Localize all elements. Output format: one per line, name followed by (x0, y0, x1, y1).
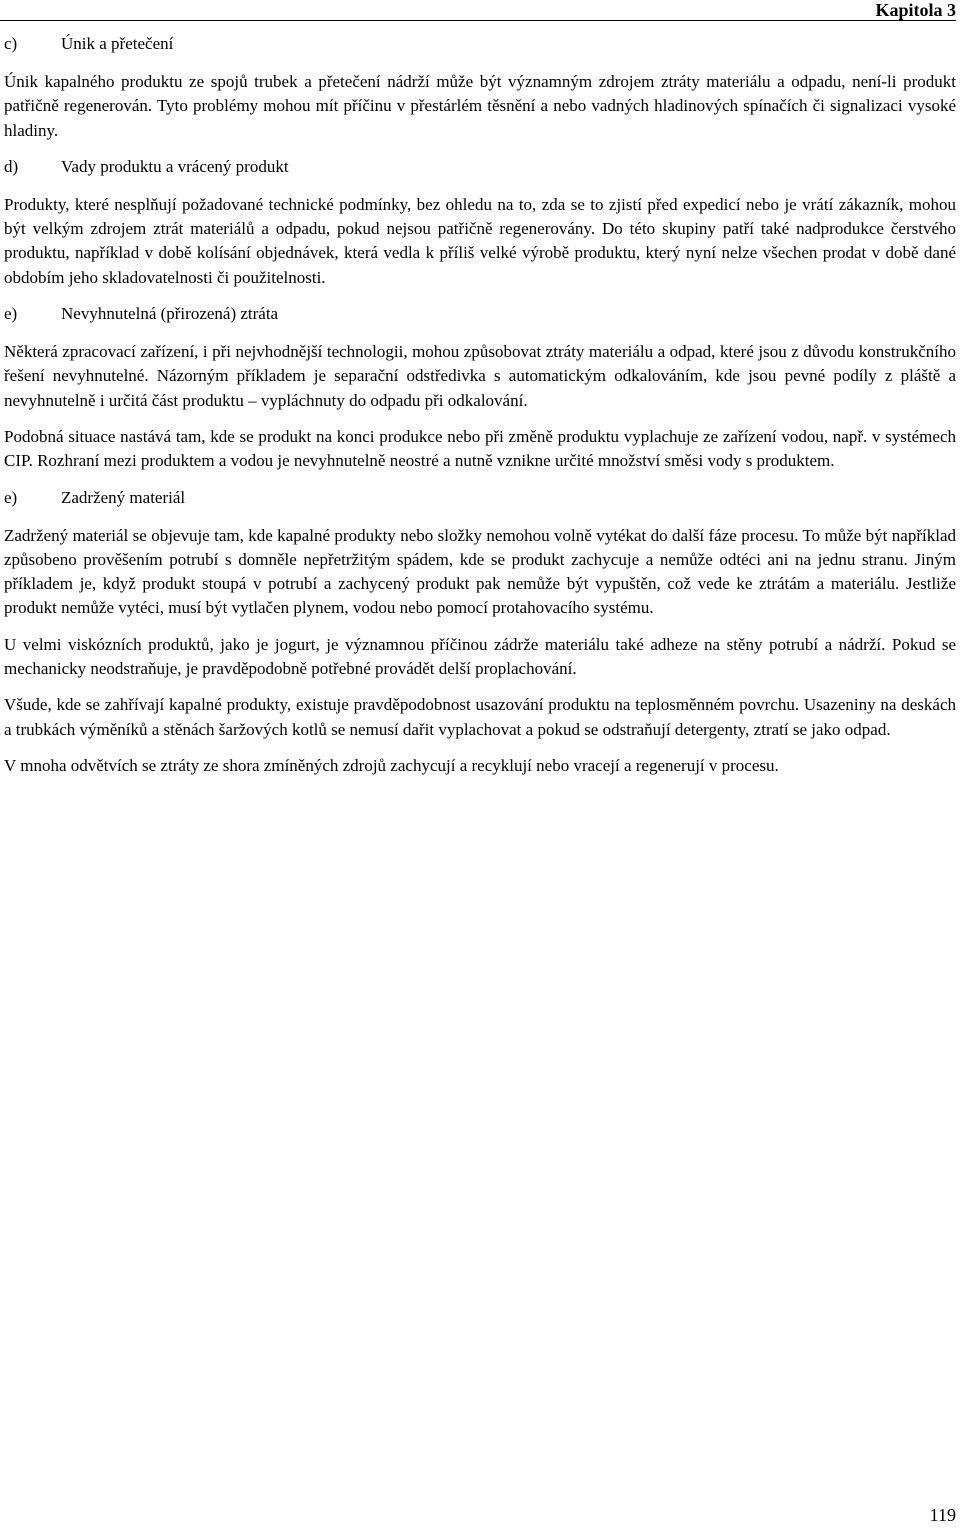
section-e-unavoidable-loss (4, 302, 956, 473)
page-number: 119 (929, 1505, 956, 1525)
section-heading (4, 486, 956, 510)
document-body (4, 32, 956, 790)
section-label: d) (4, 156, 19, 176)
section-d (4, 155, 956, 290)
section-e-retained-material (4, 486, 956, 779)
paragraph: Produkty, které nesplňují požadované technické podmínky, bez ohledu na to, zda se to zjistí před expedicí nebo je vrátí zákazník, mohou být velkým zdrojem ztrát materiálů a odpadu, pokud nejsou patřičně regenerovány. Do této skupiny patří také nadprodukce čerstvého produktu, například v době kolísání objednávek, která vedla k příliš velké výrobě produktu, který nyní nelze všechen prodat v době dané obdobím jeho skladovatelnosti či použitelnosti. (4, 194, 956, 287)
section-label: c) (4, 34, 18, 53)
section-title: Vady produktu a vrácený produkt (61, 156, 289, 176)
paragraph: Únik kapalného produktu ze spojů trubek a přetečení nádrží může být významným zdrojem ztráty materiálu a odpadu, není-li produkt patřičně regenerován. Tyto problémy mohou mít příčinu v přestárlém těsnění a nebo vadných hladinových spínačích či signalizaci vysoké hladiny. (4, 72, 956, 140)
paragraph: Všude, kde se zahřívají kapalné produkty, existuje pravděpodobnost usazování produktu na teplosměnném povrchu. Usazeniny na deskách a trubkách výměníků a stěnách šaržových kotlů se nemusí dařit vyplachovat a pokud se odstraňují detergenty, ztratí se jako odpad. (4, 695, 956, 739)
section-label: e) (4, 487, 18, 507)
section-heading (4, 155, 956, 179)
paragraph: U velmi viskózních produktů, jako je jogurt, je významnou příčinou zádrže materiálu také adheze na stěny potrubí a nádrží. Pokud se mechanicky neodstraňuje, je pravděpodobně potřebné provádět delší proplachování. (4, 634, 956, 679)
paragraph: Zadržený materiál se objevuje tam, kde kapalné produkty nebo složky nemohou volně vytékat do další fáze procesu. To může být například způsobeno prověšením potrubí s domněle nepřetržitým spádem, kde se produkt zachycuje a nemůže odtéci ani na jednu stranu. Jiným příkladem je, když produkt stoupá v potrubí a zachycený produkt pak nemůže být vypuštěn, což vede ke ztrátám a materiálu. Jestliže produkt nemůže vytéci, musí být vytlačen plynem, vodou nebo pomocí protahovacího systému. (4, 525, 956, 618)
section-label: e) (4, 304, 18, 324)
section-heading (4, 32, 956, 56)
section-title: Únik a přetečení (61, 34, 174, 53)
paragraph: Některá zpracovací zařízení, i při nejvhodnější technologii, mohou způsobovat ztráty materiálu a odpad, které jsou z důvodu konstrukčního řešení nevyhnutelné. Názorným příkladem je separační odstředivka s automatickým odkalováním, kde jsou pevné podíly z pláště a nevyhnutelně i určitá část produktu – vypláchnuty do odpadu při odkalování. (4, 342, 956, 410)
section-title: Nevyhnutelná (přirozená) ztráta (61, 304, 279, 324)
chapter-header: Kapitola 3 (875, 0, 956, 20)
section-title: Zadržený materiál (61, 487, 186, 507)
section-heading (4, 302, 956, 326)
paragraph: Podobná situace nastává tam, kde se produkt na konci produkce nebo při změně produktu vyplachuje ze zařízení vodou, např. v systémech CIP. Rozhraní mezi produktem a vodou je nevyhnutelně neostré a nutně vznikne určité množství směsi vody s produktem. (4, 426, 956, 471)
section-c (4, 32, 956, 143)
header-rule (0, 20, 956, 21)
paragraph: V mnoha odvětvích se ztráty ze shora zmíněných zdrojů zachycují a recyklují nebo vracejí a regenerují v procesu. (4, 755, 779, 775)
